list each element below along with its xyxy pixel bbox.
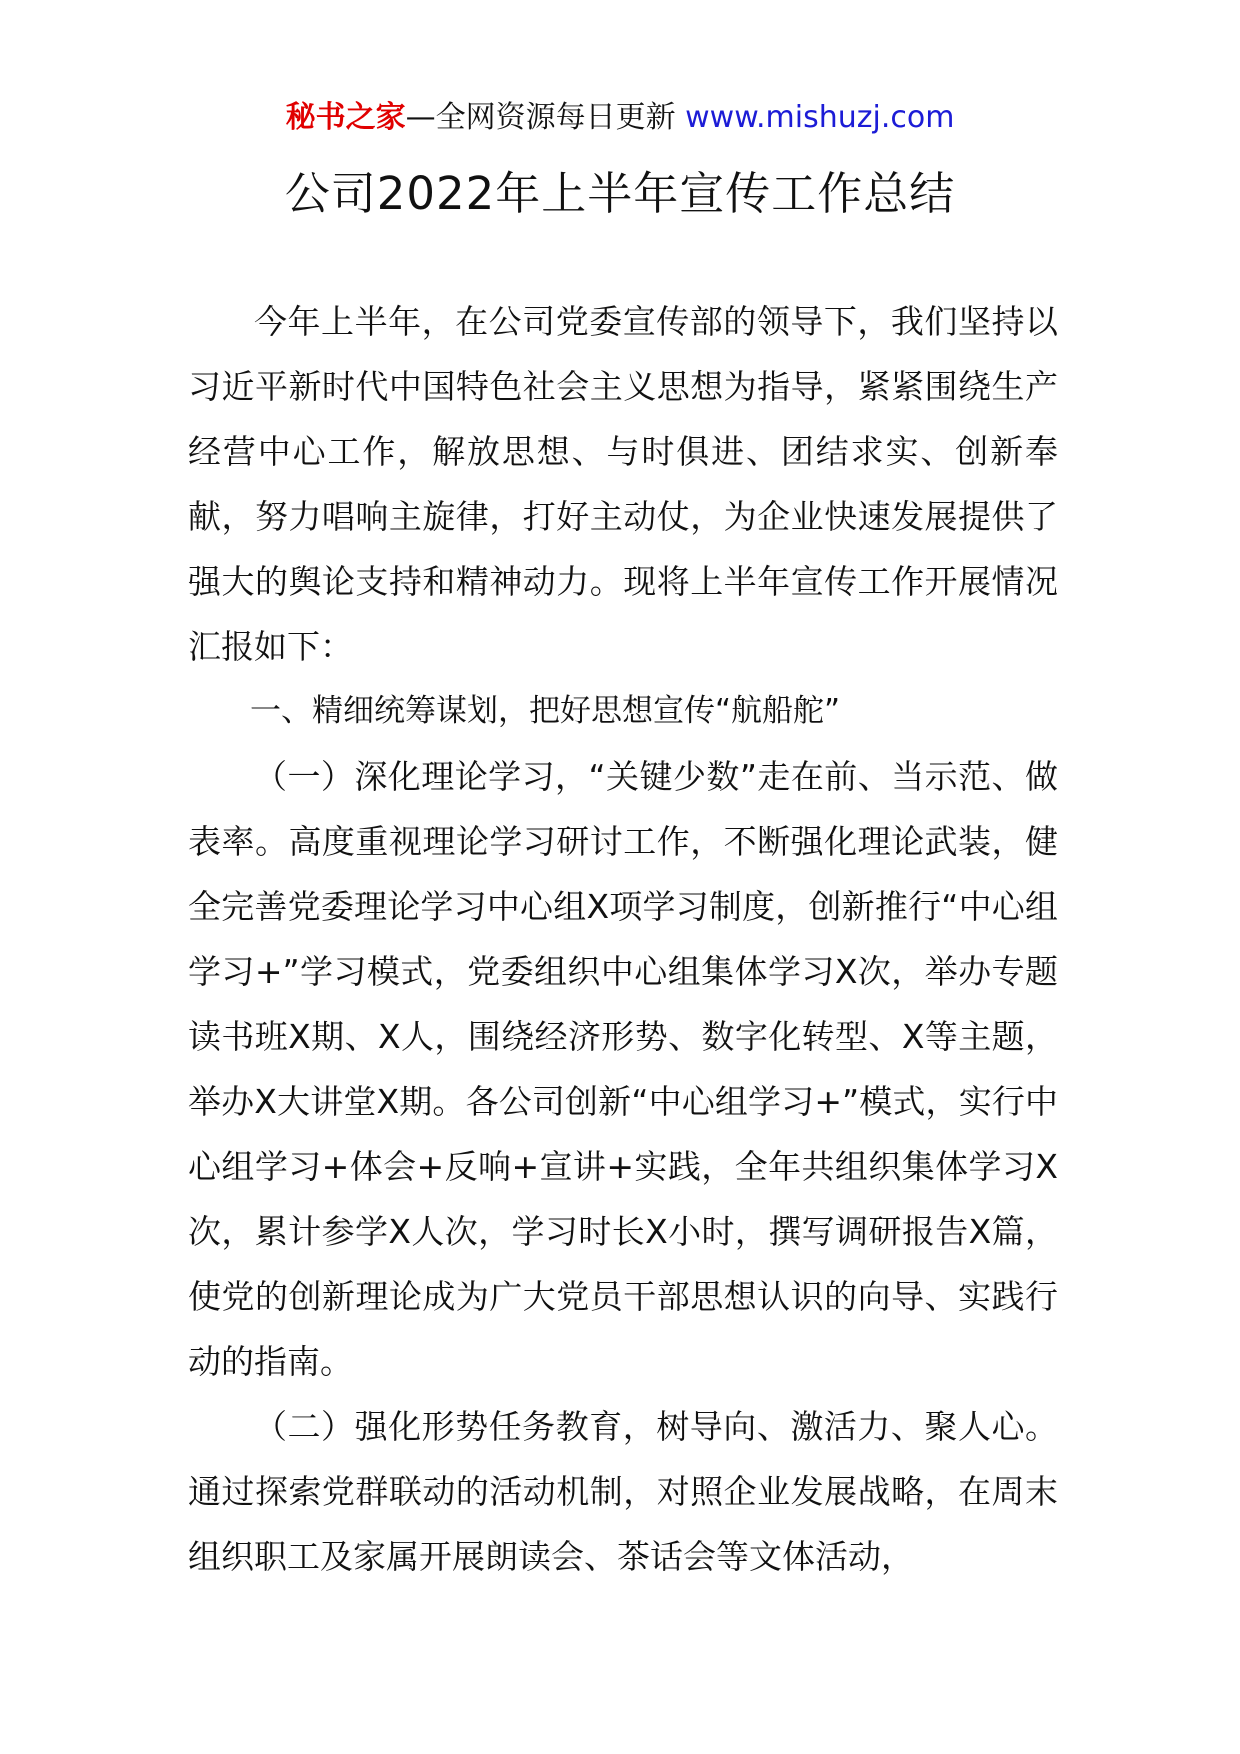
site-url[interactable]: www.mishuzj.com [685,100,955,135]
site-header [0,98,1240,138]
document-title: 公司2022年上半年宣传工作总结 [284,167,956,220]
document-body [188,289,1058,1589]
header-tagline: —全网资源每日更新 [405,100,686,135]
intro-paragraph: 今年上半年，在公司党委宣传部的领导下，我们坚持以习近平新时代中国特色社会主义思想为指导，紧紧围绕生产经营中心工作，解放思想、与时俱进、团结求实、创新奉献，努力唱响主旋律，打好主动仗，为企业快速发展提供了强大的舆论支持和精神动力。现将上半年宣传工作开展情况汇报如下： [188,302,1058,666]
subsection-paragraph-2: （二）强化形势任务教育，树导向、激活力、聚人心。通过探索党群联动的活动机制，对照企业发展战略，在周末组织职工及家属开展朗读会、茶话会等文体活动， [188,1407,1058,1576]
subsection-paragraph-1: （一）深化理论学习，“关键少数”走在前、当示范、做表率。高度重视理论学习研讨工作，不断强化理论武装，健全完善党委理论学习中心组X项学习制度，创新推行“中心组学习+”学习模式，党委组织中心组集体学习X次，举办专题读书班X期、X人，围绕经济形势、数字化转型、X等主题，举办X大讲堂X期。各公司创新“中心组学习+”模式，实行中心组学习+体会+反响+宣讲+实践，全年共组织集体学习X次，累计参学X人次，学习时长X小时，撰写调研报告X篇，使党的创新理论成为广大党员干部思想认识的向导、实践行动的指南。 [188,757,1058,1381]
brand-name: 秘书之家 [285,100,406,135]
section-heading-1: 一、精细统筹谋划，把好思想宣传“航船舵” [250,693,841,729]
